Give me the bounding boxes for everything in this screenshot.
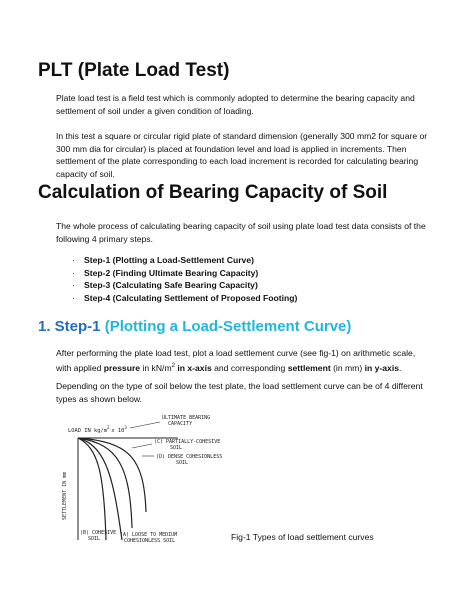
page-title: PLT (Plate Load Test): [38, 60, 230, 81]
ultimate-pointer: [130, 422, 160, 428]
step1-paragraph-1: After performing the plate load test, plot a load settlement curve (see fig-1) on arithmetic scale, with applied pressure in $kN/m^2$ in x-axis and corresponding settlement (in mm) in y-axis.: [56, 348, 416, 373]
figure-caption: Fig-1 Types of load settlement curves: [231, 532, 374, 542]
list-item: · Step-4 (Calculating Settlement of Proposed Footing): [72, 292, 298, 303]
load-settlement-figure: [58, 408, 228, 548]
bullet-icon: ·: [72, 255, 75, 265]
list-item: · Step-2 (Finding Ultimate Bearing Capacity): [72, 267, 259, 278]
curve-a-loose-cohesionless: [78, 438, 122, 540]
ultimate-label: ULTIMATE BEARING CAPACITY: [162, 415, 211, 427]
bullet-icon: ·: [72, 267, 75, 278]
step1-paragraph-2: Depending on the type of soil below the test plate, the load settlement curve can be of 4 different types as shown below.: [56, 381, 423, 404]
bullet-icon: ·: [72, 292, 75, 303]
step1-title: (Plotting a Load-Settlement Curve): [104, 318, 352, 335]
curve-b-label: (B) COHESIVE SOIL: [80, 530, 117, 542]
curve-a-label: (A) LOOSE TO MEDIUM COHESIONLESS SOIL: [120, 532, 178, 544]
c-pointer: [132, 444, 152, 448]
list-item: · Step-1 (Plotting a Load-Settlement Curve): [72, 255, 254, 265]
curve-c-label: (C) PARTIALLY-COHESIVE SOIL: [154, 439, 221, 451]
intro-paragraph-1: Plate load test is a field test which is commonly adopted to determine the bearing capacity and settlement of soil under a given condition of loading.: [56, 93, 415, 116]
step1-heading: [38, 318, 351, 335]
settlement-axis-label: SETTLEMENT IN mm: [62, 471, 68, 520]
curve-b-cohesive: [78, 438, 106, 540]
section-title: Calculation of Bearing Capacity of Soil: [38, 182, 388, 203]
section-paragraph: The whole process of calculating bearing capacity of soil using plate load test data consists of the following 4 primary steps.: [56, 221, 426, 244]
load-axis-label: LOAD IN $kg/m^2x$ $10^3$: [68, 425, 127, 434]
steps-list: [72, 254, 297, 304]
bullet-icon: ·: [72, 280, 75, 291]
list-item: · Step-3 (Calculating Safe Bearing Capacity): [72, 280, 258, 291]
step1-number: 1. Step-1: [38, 318, 101, 335]
curve-d-label: (D) DENSE COHESIONLESS SOIL: [156, 454, 223, 466]
curve-d-dense-cohesionless: [78, 438, 146, 512]
intro-paragraph-2: In this test a square or circular rigid plate of standard dimension (generally 300 mm2 for square or 300 mm dia for circular) is placed at foundation level and load is applied in increments. Then settlement of the plate corresponding to each load increment is recorded for calculating bearing capacity of soil.: [56, 131, 428, 179]
